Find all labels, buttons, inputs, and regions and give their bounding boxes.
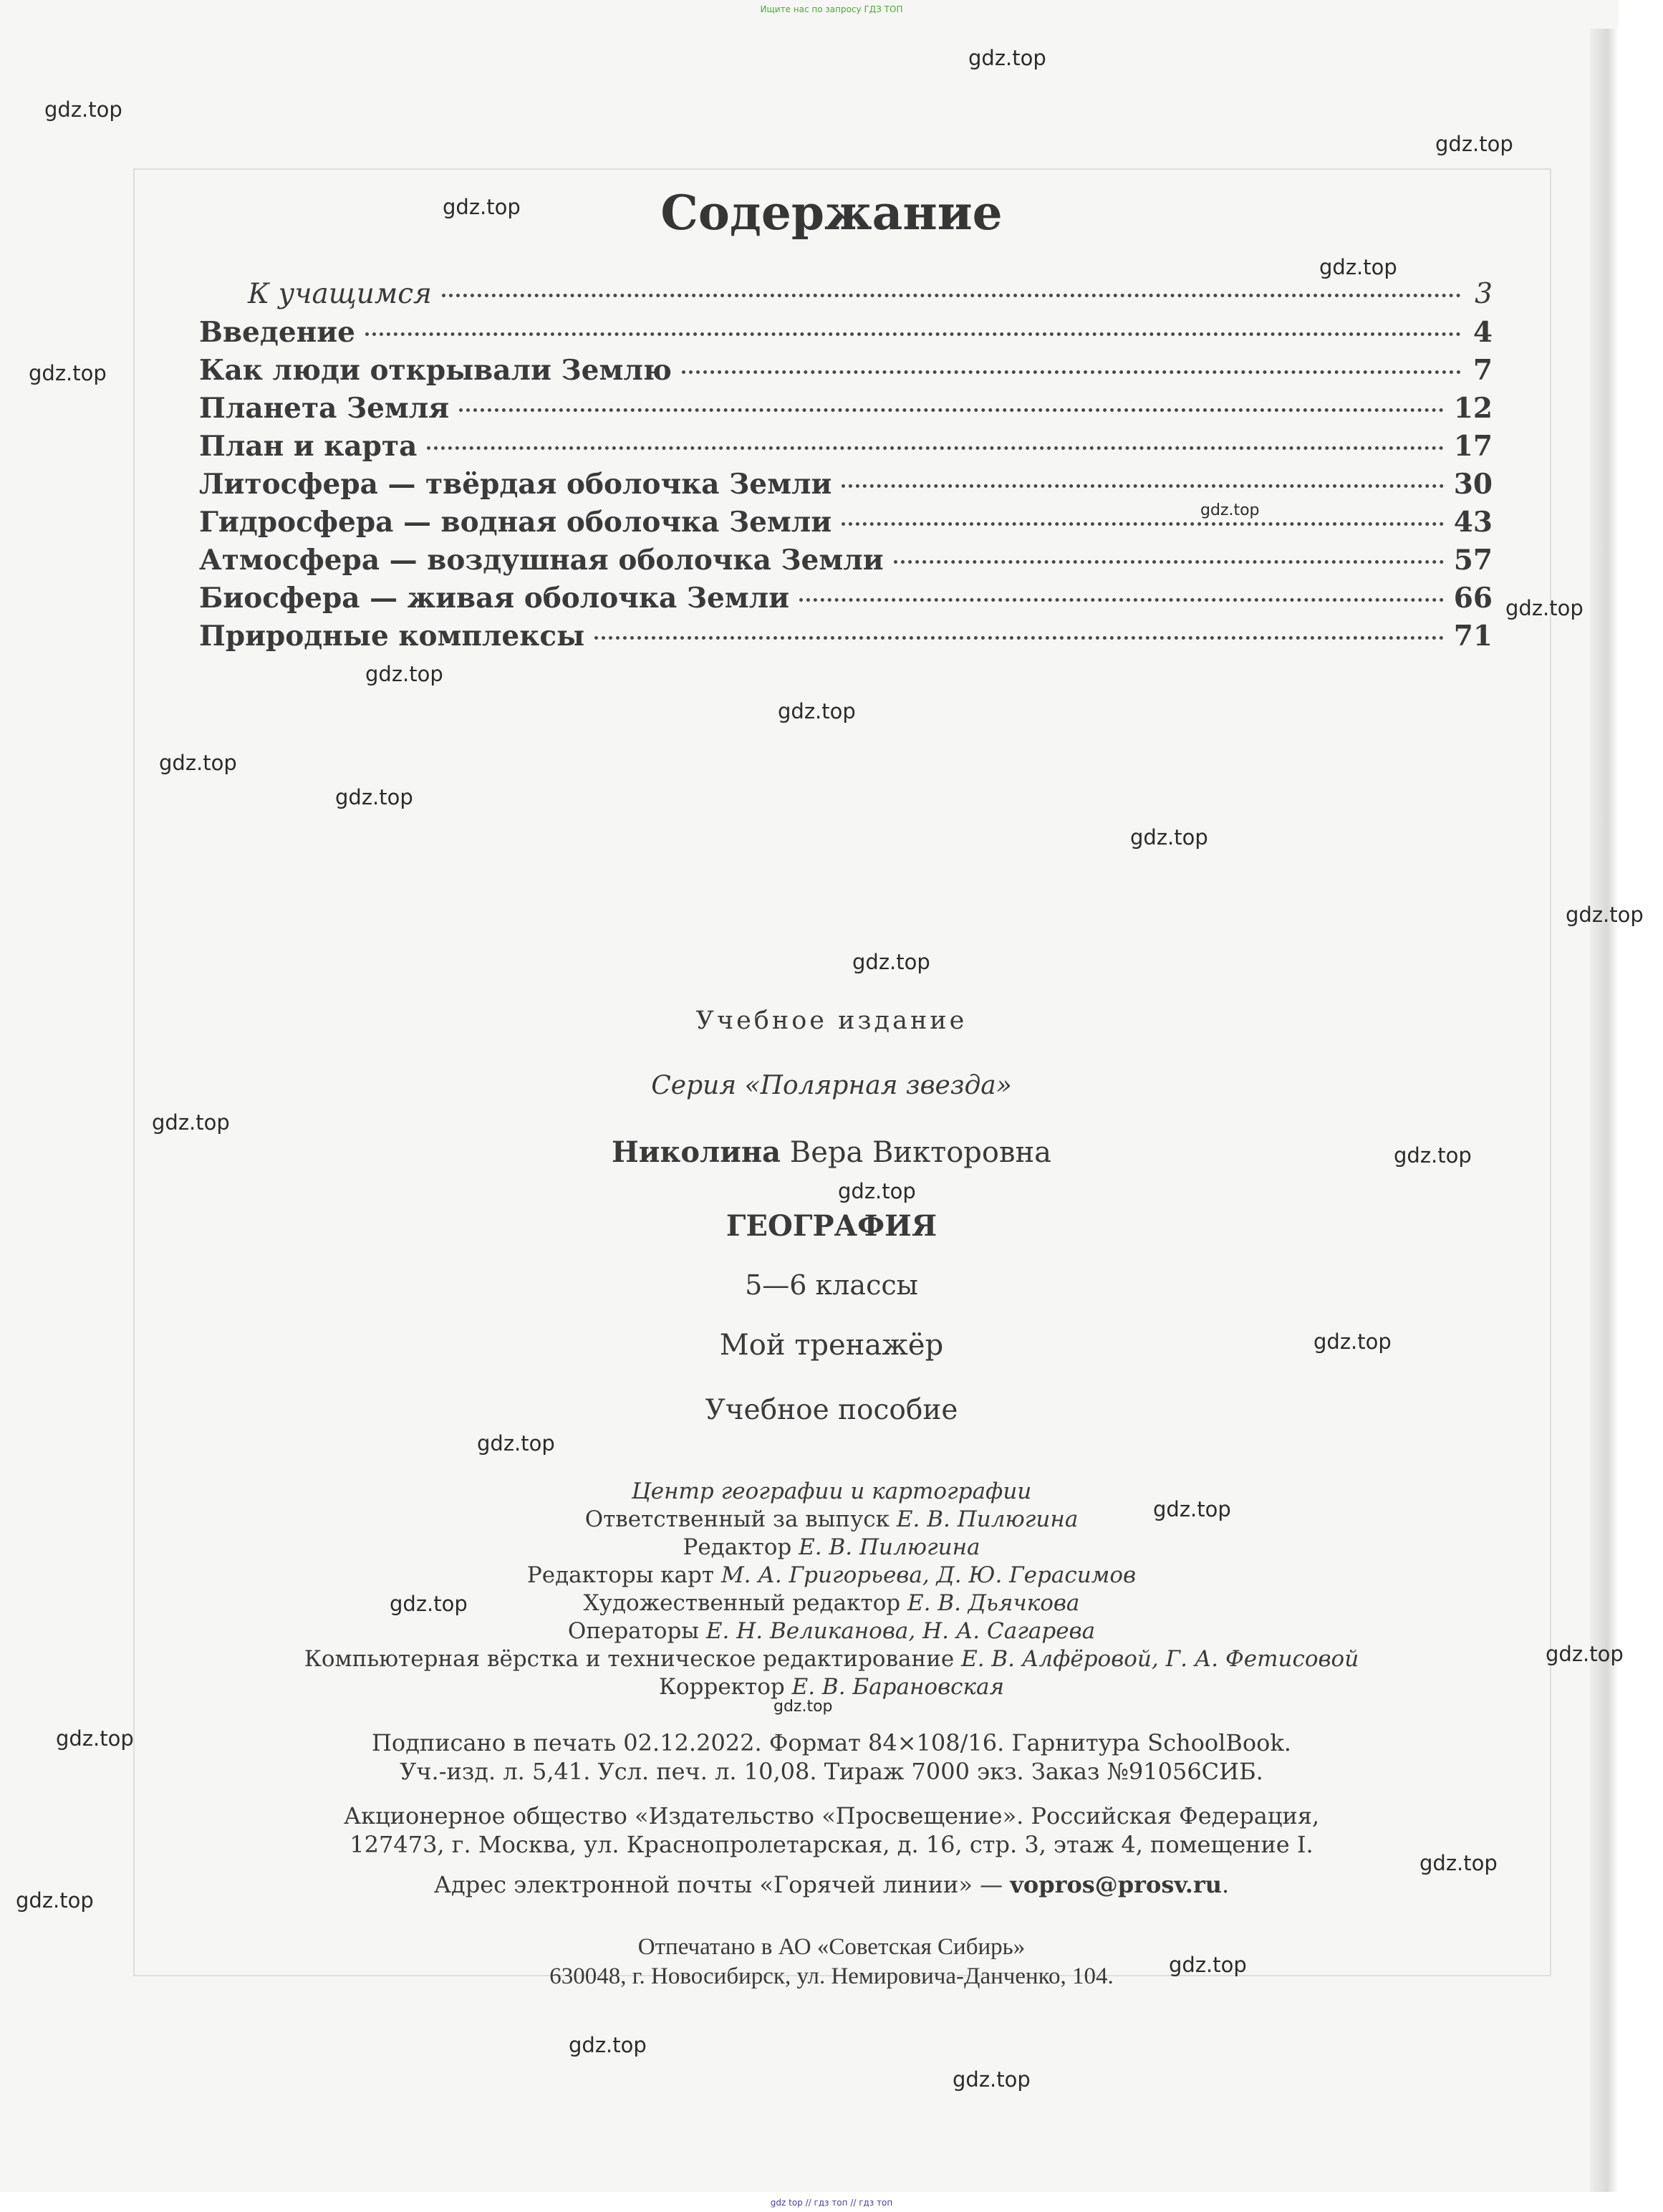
toc-leader-dots [842, 484, 1443, 488]
credit-names: Е. В. Дьячкова [907, 1590, 1080, 1616]
credit-line [0, 1645, 1663, 1673]
credit-names: Е. В. Барановская [791, 1674, 1005, 1700]
toc-row[interactable] [199, 430, 1493, 467]
toc-row[interactable] [199, 544, 1493, 581]
toc-title: Как люди открывали Землю [199, 354, 672, 387]
toc-page-number: 66 [1453, 582, 1493, 615]
watermark: gdz.top [29, 361, 107, 385]
toc-title: План и карта [199, 430, 418, 463]
toc-row[interactable] [199, 392, 1493, 429]
toc-page-number: 30 [1453, 468, 1493, 501]
watermark: gdz.top [56, 1726, 134, 1751]
publisher-line-2: 127473, г. Москва, ул. Краснопролетарская, д. 16, стр. 3, этаж 4, помещение I. [350, 1831, 1313, 1858]
author-name: Вера Викторовна [789, 1136, 1052, 1169]
toc-page-number: 3 [1475, 278, 1493, 310]
credit-role: Компьютерная вёрстка и техническое редактирование [304, 1646, 955, 1672]
hotline-label: Адрес электронной почты «Горячей линии» — [433, 1871, 1003, 1898]
credit-names: Е. В. Пилюгина [799, 1534, 980, 1560]
watermark: gdz.top [1130, 825, 1208, 850]
credit-role: Операторы [567, 1618, 699, 1644]
credit-line [0, 1617, 1663, 1645]
toc-page-number: 12 [1453, 392, 1493, 425]
page-title: Содержание [660, 185, 1003, 241]
toc-page-number: 7 [1472, 354, 1493, 387]
toc-row[interactable] [199, 468, 1493, 505]
toc-title: Литосфера — твёрдая оболочка Земли [199, 468, 832, 501]
toc-page-number: 71 [1453, 620, 1493, 653]
watermark: gdz.top [773, 1698, 833, 1716]
hotline [0, 1870, 1663, 1899]
toc-page-number: 43 [1453, 506, 1493, 539]
toc-leader-dots [842, 522, 1444, 526]
watermark: gdz.top [44, 97, 122, 122]
credit-role: Ответственный за выпуск [584, 1506, 890, 1532]
credits-center: Центр географии и картографии [631, 1478, 1032, 1504]
print-details-1: Подписано в печать 02.12.2022. Формат 84×108/16. Гарнитура SchoolBook. [372, 1729, 1291, 1756]
watermark: gdz.top [390, 1592, 468, 1616]
watermark: gdz.top [1419, 1851, 1498, 1875]
toc-page-number: 17 [1453, 430, 1493, 463]
watermark: gdz.top [1169, 1953, 1247, 1977]
printer-line-1: Отпечатано в АО «Советская Сибирь» [637, 1934, 1026, 1960]
watermark: gdz.top [778, 699, 856, 723]
watermark: gdz.top [152, 1110, 230, 1135]
hotline-end: . [1222, 1871, 1230, 1898]
watermark: gdz.top [443, 195, 521, 219]
hotline-email[interactable]: vopros@prosv.ru [1010, 1871, 1223, 1898]
series-name: Серия «Полярная звезда» [651, 1071, 1012, 1100]
toc-leader-dots [459, 408, 1444, 412]
watermark: gdz.top [477, 1431, 555, 1456]
toc-row[interactable] [199, 354, 1493, 391]
credit-role: Редакторы карт [526, 1562, 715, 1588]
printer-line-2: 630048, г. Новосибирск, ул. Немировича-Данченко, 104. [549, 1963, 1114, 1989]
toc-row[interactable] [199, 316, 1493, 353]
publisher-line-1: Акционерное общество «Издательство «Просвещение». Российская Федерация, [343, 1802, 1320, 1829]
toc-leader-dots [594, 636, 1443, 640]
watermark: gdz.top [838, 1179, 916, 1203]
credit-line [0, 1562, 1663, 1590]
author-surname: Николина [611, 1135, 781, 1169]
watermark: gdz.top [1153, 1497, 1231, 1521]
toc-title: Природные комплексы [199, 620, 585, 653]
watermark: gdz.top [569, 2033, 647, 2057]
watermark: gdz.top [1435, 132, 1513, 156]
top-search-note: Ищите нас по запросу ГДЗ ТОП [760, 4, 903, 14]
book-title: Мой тренажёр [719, 1329, 944, 1362]
credit-role: Корректор [658, 1674, 785, 1700]
toc-row[interactable] [199, 582, 1493, 619]
credit-names: Е. В. Пилюгина [896, 1506, 1079, 1532]
toc-row[interactable] [199, 506, 1493, 543]
book-type: Учебное пособие [705, 1394, 958, 1426]
toc-page-number: 57 [1453, 544, 1493, 577]
edition-type: Учебное издание [695, 1006, 968, 1035]
toc-leader-dots [894, 560, 1444, 564]
watermark: gdz.top [953, 2067, 1031, 2092]
credit-line [0, 1506, 1663, 1534]
bottom-watermark-note: gdz top // гдз топ // гдз топ [770, 2198, 893, 2208]
page-edge-shadow [1590, 29, 1619, 2192]
credit-role: Художественный редактор [583, 1590, 901, 1616]
toc-leader-dots [682, 370, 1461, 374]
watermark: gdz.top [365, 662, 443, 686]
toc-title: Биосфера — живая оболочка Земли [199, 582, 790, 615]
print-details-2: Уч.-изд. л. 5,41. Усл. печ. л. 10,08. Тираж 7000 экз. Заказ №91056СИБ. [400, 1758, 1263, 1785]
watermark: gdz.top [159, 751, 237, 775]
toc-row[interactable] [199, 620, 1493, 657]
credit-role: Редактор [683, 1534, 792, 1560]
toc-title: Планета Земля [199, 392, 450, 425]
watermark: gdz.top [1394, 1143, 1472, 1168]
toc-leader-dots [365, 332, 1461, 336]
watermark: gdz.top [1313, 1329, 1392, 1354]
toc-title: Гидросфера — водная оболочка Земли [199, 506, 832, 539]
watermark: gdz.top [1200, 501, 1260, 519]
toc-page-number: 4 [1472, 316, 1493, 349]
credit-names: М. А. Григорьева, Д. Ю. Герасимов [720, 1562, 1137, 1588]
toc-title: Введение [199, 316, 355, 349]
toc-leader-dots [427, 446, 1443, 450]
watermark: gdz.top [852, 950, 930, 974]
toc-leader-dots [442, 294, 1461, 297]
watermark: gdz.top [1546, 1642, 1624, 1666]
toc-title: Атмосфера — воздушная оболочка Земли [199, 544, 884, 577]
grades: 5—6 классы [745, 1269, 918, 1301]
watermark: gdz.top [1566, 903, 1644, 927]
credit-names: Е. В. Алфёровой, Г. А. Фетисовой [961, 1646, 1359, 1672]
toc-row[interactable] [248, 278, 1493, 315]
watermark: gdz.top [16, 1888, 94, 1913]
watermark: gdz.top [968, 46, 1046, 70]
credit-names: Е. Н. Великанова, Н. А. Сагарева [705, 1618, 1096, 1644]
watermark: gdz.top [1505, 596, 1584, 620]
credit-line [0, 1534, 1663, 1562]
credit-line [0, 1590, 1663, 1617]
subject-title: ГЕОГРАФИЯ [726, 1209, 937, 1243]
watermark: gdz.top [335, 785, 413, 809]
toc-leader-dots [799, 598, 1444, 602]
watermark: gdz.top [1319, 255, 1397, 279]
toc-title: К учащимся [248, 278, 432, 310]
